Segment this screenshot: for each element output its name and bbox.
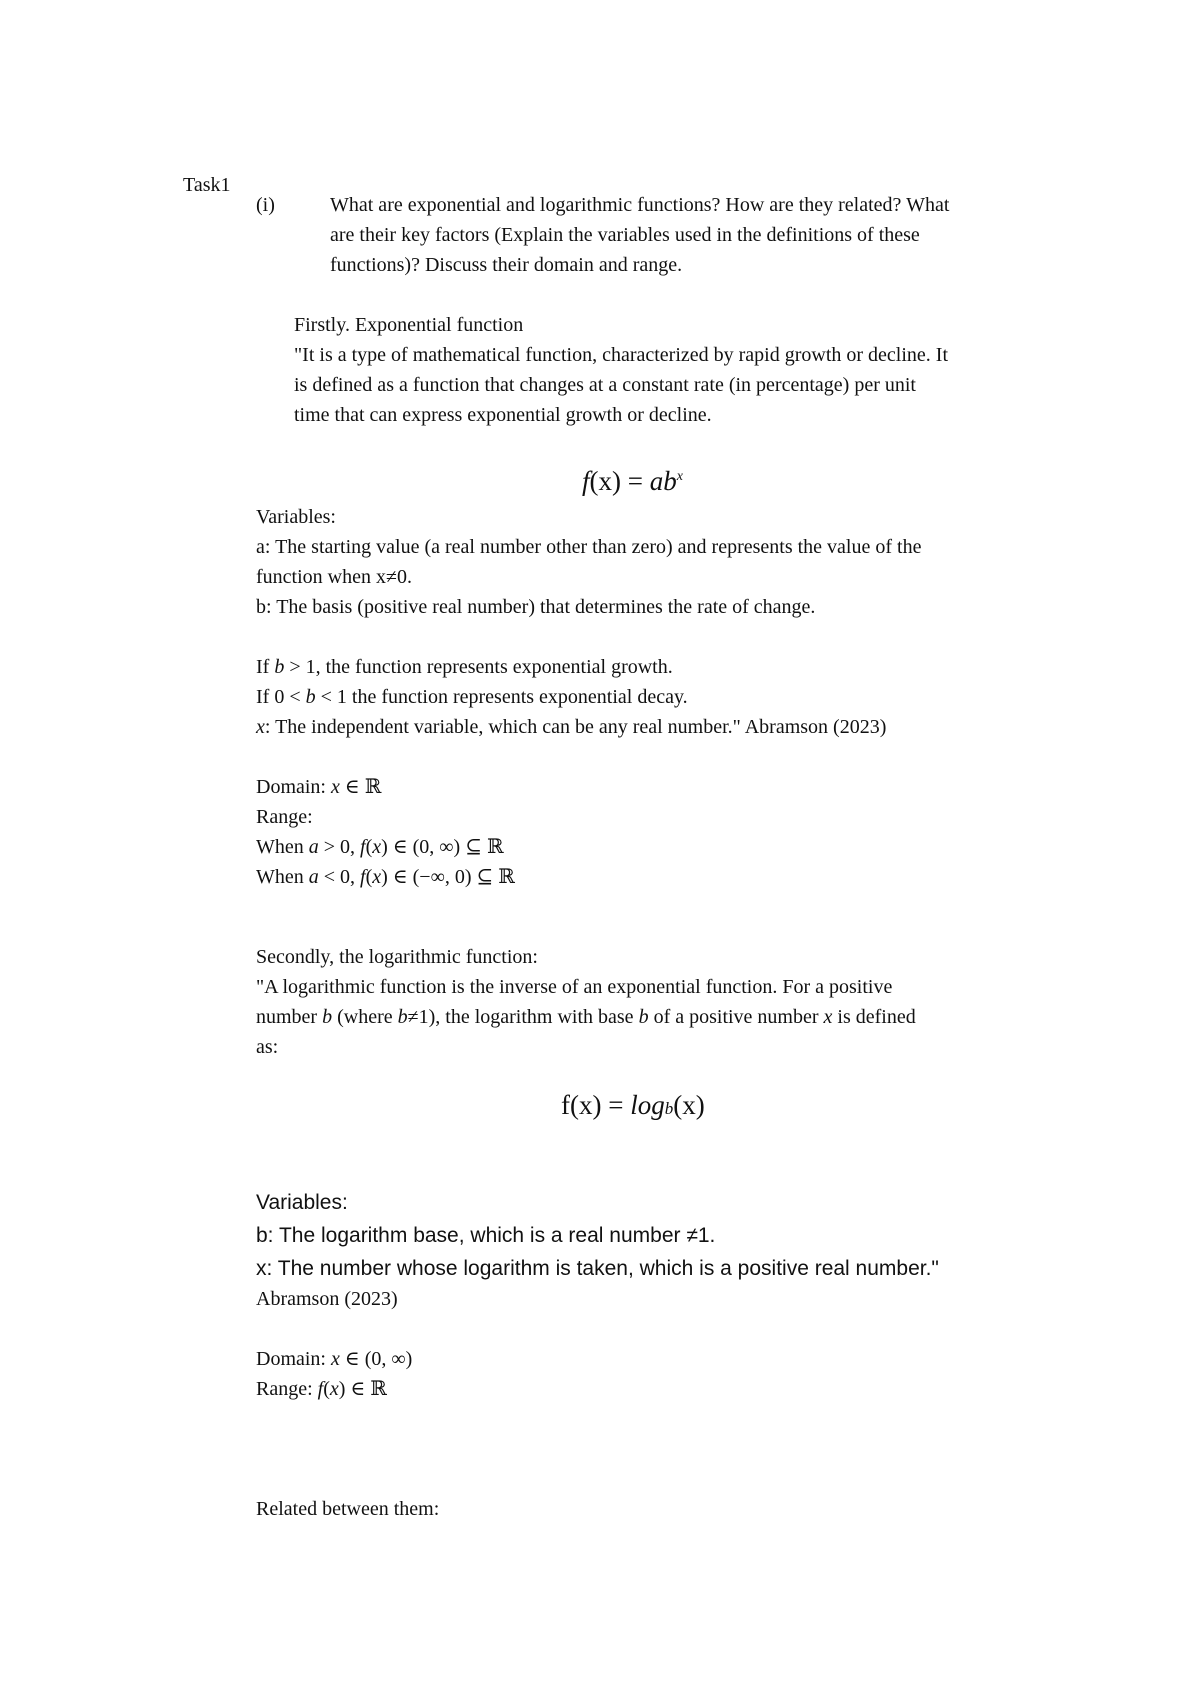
- related-heading: Related between them:: [256, 1498, 440, 1520]
- cond-var: b: [305, 686, 316, 708]
- formula-arg: (x): [589, 466, 621, 496]
- formula-eq: =: [627, 466, 643, 496]
- exponential-heading: Firstly. Exponential function: [294, 314, 524, 336]
- domain-var: x: [331, 776, 340, 798]
- cond-text: If: [256, 656, 275, 678]
- formula-lhs: f(x): [561, 1090, 602, 1120]
- quote-var: b: [397, 1006, 408, 1028]
- variables-label: Variables:: [256, 506, 336, 528]
- formula-base: b: [664, 1099, 674, 1118]
- quote-line: as:: [256, 1036, 279, 1058]
- var-a-text: [256, 532, 921, 592]
- range-x: x: [372, 836, 382, 858]
- range-label: Range:: [256, 806, 313, 828]
- range-x: x: [372, 866, 382, 888]
- cond-text: < 1 the function represents exponential decay.: [315, 686, 688, 708]
- var-x-text: [256, 712, 886, 742]
- quote-line: [256, 1002, 916, 1032]
- domain-var: x: [331, 1348, 340, 1370]
- quote-line: "A logarithmic function is the inverse of an exponential function. For a positive: [256, 976, 893, 998]
- question-line: are their key factors (Explain the variables used in the definitions of these: [330, 224, 920, 246]
- question-line: What are exponential and logarithmic functions? How are they related? What: [330, 194, 950, 216]
- var-x-symbol: x: [256, 716, 265, 738]
- quote-text: number: [256, 1006, 323, 1028]
- decay-condition: [256, 682, 688, 712]
- range-positive: When a > 0, f(x) ∈ (0, ∞) ⊆ ℝ: [256, 836, 504, 858]
- logarithmic-heading: Secondly, the logarithmic function:: [256, 946, 538, 968]
- quote-var: x: [823, 1006, 833, 1028]
- logarithmic-quote: [256, 972, 916, 1062]
- quote-line: is defined as a function that changes at a constant rate (in percentage) per unit: [294, 374, 916, 396]
- quote-line: "It is a type of mathematical function, characterized by rapid growth or decline. It: [294, 344, 949, 366]
- quote-text: of a positive number: [648, 1006, 824, 1028]
- range-f: f: [360, 836, 366, 858]
- domain-label: Domain:: [256, 776, 331, 798]
- range-var: a: [308, 866, 319, 888]
- var-a-line: function when x≠0.: [256, 566, 412, 588]
- cond-var: b: [274, 656, 285, 678]
- range-label: Range:: [256, 1378, 318, 1400]
- formula-arg: (x): [673, 1090, 705, 1120]
- quote-text: (where: [332, 1006, 398, 1028]
- log-var-x: x: The number whose logarithm is taken, which is a positive real number.": [256, 1257, 939, 1280]
- quote-var: b: [322, 1006, 333, 1028]
- range-f: f: [360, 866, 366, 888]
- domain-label: Domain:: [256, 1348, 331, 1370]
- quote-line: time that can express exponential growth or decline.: [294, 404, 712, 426]
- task-label: Task1: [183, 174, 231, 196]
- quote-var: b: [638, 1006, 649, 1028]
- question-line: functions)? Discuss their domain and range.: [330, 254, 683, 276]
- var-x-desc: : The independent variable, which can be any real number." Abramson (2023): [264, 716, 887, 738]
- exponential-domain: [256, 772, 381, 802]
- log-variables-label: Variables:: [256, 1191, 348, 1214]
- range-x: x: [329, 1378, 339, 1400]
- range-var: a: [308, 836, 319, 858]
- range-set: ) ∈ ℝ: [338, 1378, 387, 1400]
- exponential-quote: [294, 340, 948, 430]
- range-text: When: [256, 866, 309, 888]
- domain-set: ∈ (0, ∞): [339, 1348, 413, 1370]
- quote-text: is defined: [832, 1006, 916, 1028]
- range-text: < 0,: [318, 866, 361, 888]
- log-citation: Abramson (2023): [256, 1288, 398, 1310]
- range-f: f: [317, 1378, 324, 1400]
- exponential-formula: [582, 462, 683, 496]
- formula-log: log: [630, 1090, 665, 1120]
- range-text: ) ∈ (0, ∞) ⊆ ℝ: [381, 836, 504, 858]
- question-text: [330, 190, 949, 280]
- formula-eq: =: [608, 1090, 624, 1120]
- range-negative: When a < 0, f(x) ∈ (−∞, 0) ⊆ ℝ: [256, 866, 515, 888]
- formula-exponent: x: [676, 469, 683, 484]
- domain-set: ∈ ℝ: [339, 776, 382, 798]
- quote-text: ≠1), the logarithm with base: [407, 1006, 639, 1028]
- logarithmic-formula: [561, 1090, 705, 1124]
- growth-condition: [256, 652, 673, 682]
- question-number: (i): [256, 194, 275, 216]
- cond-text: > 1, the function represents exponential growth.: [284, 656, 673, 678]
- range-text: > 0,: [318, 836, 361, 858]
- log-var-b: b: The logarithm base, which is a real number ≠1.: [256, 1224, 716, 1247]
- range-text: When: [256, 836, 309, 858]
- formula-f: f: [582, 466, 590, 496]
- log-range: Range: f(x) ∈ ℝ: [256, 1378, 387, 1400]
- var-b-text: b: The basis (positive real number) that determines the rate of change.: [256, 596, 816, 618]
- range-text: ) ∈ (−∞, 0) ⊆ ℝ: [381, 866, 515, 888]
- log-domain: [256, 1344, 412, 1374]
- cond-text: If 0 <: [256, 686, 306, 708]
- var-a-line: a: The starting value (a real number other than zero) and represents the value of the: [256, 536, 922, 558]
- formula-base: ab: [649, 466, 677, 496]
